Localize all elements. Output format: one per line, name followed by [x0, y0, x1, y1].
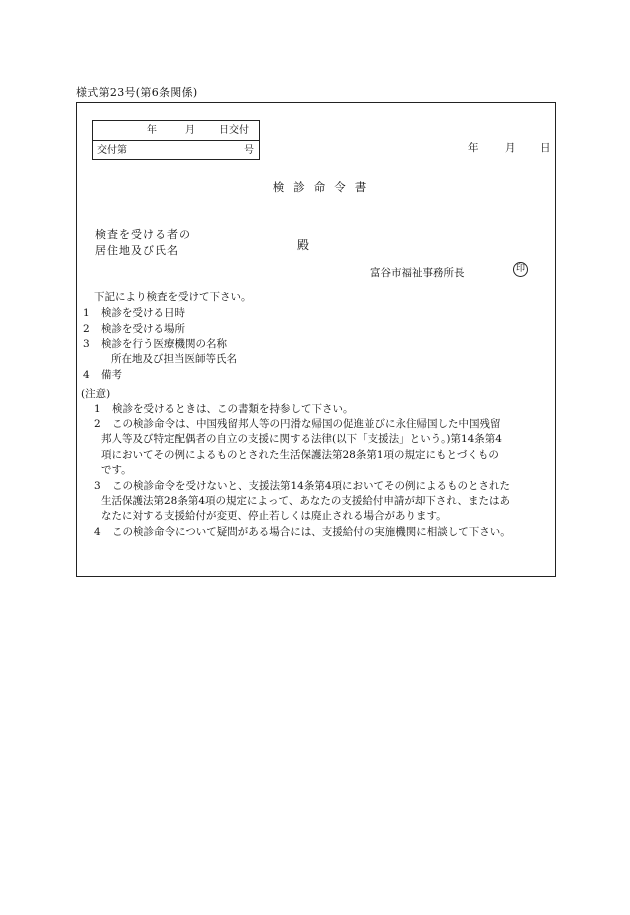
date-day-label: 日 [540, 142, 551, 154]
note-line: 邦人等及び特定配偶者の自立の支援に関する法律(以下「支援法」という。)第14条第4 [101, 433, 502, 445]
issue-number-row [93, 140, 259, 160]
issue-number-suffix: 号 [244, 145, 254, 156]
seal-mark: 印 [513, 262, 528, 277]
item-text: 所在地及び担当医師等氏名 [111, 353, 237, 365]
recipient-label-line2: 居住地及び氏名 [95, 244, 179, 257]
item-text: 検診を行う医療機関の名称 [101, 338, 227, 350]
note-line: この検診命令について疑問がある場合には、支援給付の実施機関に相談して下さい。 [112, 526, 511, 538]
note-number: 4 [94, 526, 101, 538]
issuer-office: 富谷市福祉事務所長 [370, 267, 465, 279]
note-line: です。 [101, 464, 132, 476]
document-frame [76, 102, 556, 577]
note-line: なたに対する支援給付が変更、停止若しくは廃止される場合があります。 [101, 510, 447, 522]
note-number: 2 [94, 418, 101, 430]
issue-month-label: 月 [185, 125, 195, 136]
note-line: この検診命令を受けないと、支援法第14条第4項においてその例によるものとされた [112, 480, 511, 492]
form-number: 様式第23号(第6条関係) [76, 86, 198, 99]
note-number: 1 [94, 403, 101, 415]
body-intro: 下記により検査を受けて下さい。 [94, 291, 252, 303]
issue-number-label: 交付第 [97, 145, 127, 156]
note-line: 生活保護法第28条第4項の規定によって、あなたの支援給付申請が却下され、またはあ [101, 495, 510, 507]
issue-day-label: 日交付 [219, 125, 249, 136]
note-number: 3 [94, 480, 101, 492]
recipient-label-line1: 検査を受ける者の [95, 228, 191, 241]
date-year-label: 年 [468, 142, 479, 154]
item-number: 4 [83, 369, 90, 381]
item-text: 検診を受ける場所 [101, 323, 185, 335]
issue-box [92, 120, 260, 160]
note-line: 項においてその例によるものとされた生活保護法第28条第1項の規定にもとづくもの [101, 449, 499, 461]
notes-heading: (注意) [81, 388, 111, 400]
item-number: 1 [83, 307, 90, 319]
issue-year-label: 年 [147, 125, 157, 136]
item-text: 検診を受ける日時 [101, 307, 185, 319]
item-number: 2 [83, 323, 90, 335]
item-number: 3 [83, 338, 90, 350]
item-text: 備考 [101, 369, 122, 381]
note-line: 検診を受けるときは、この書類を持参して下さい。 [112, 403, 354, 415]
issue-date-row [93, 121, 259, 140]
date-month-label: 月 [505, 142, 516, 154]
note-line: この検診命令は、中国残留邦人等の円滑な帰国の促進並びに永住帰国した中国残留 [112, 418, 501, 430]
recipient-honorific: 殿 [297, 238, 310, 252]
document-title: 検診命令書 [272, 180, 376, 194]
